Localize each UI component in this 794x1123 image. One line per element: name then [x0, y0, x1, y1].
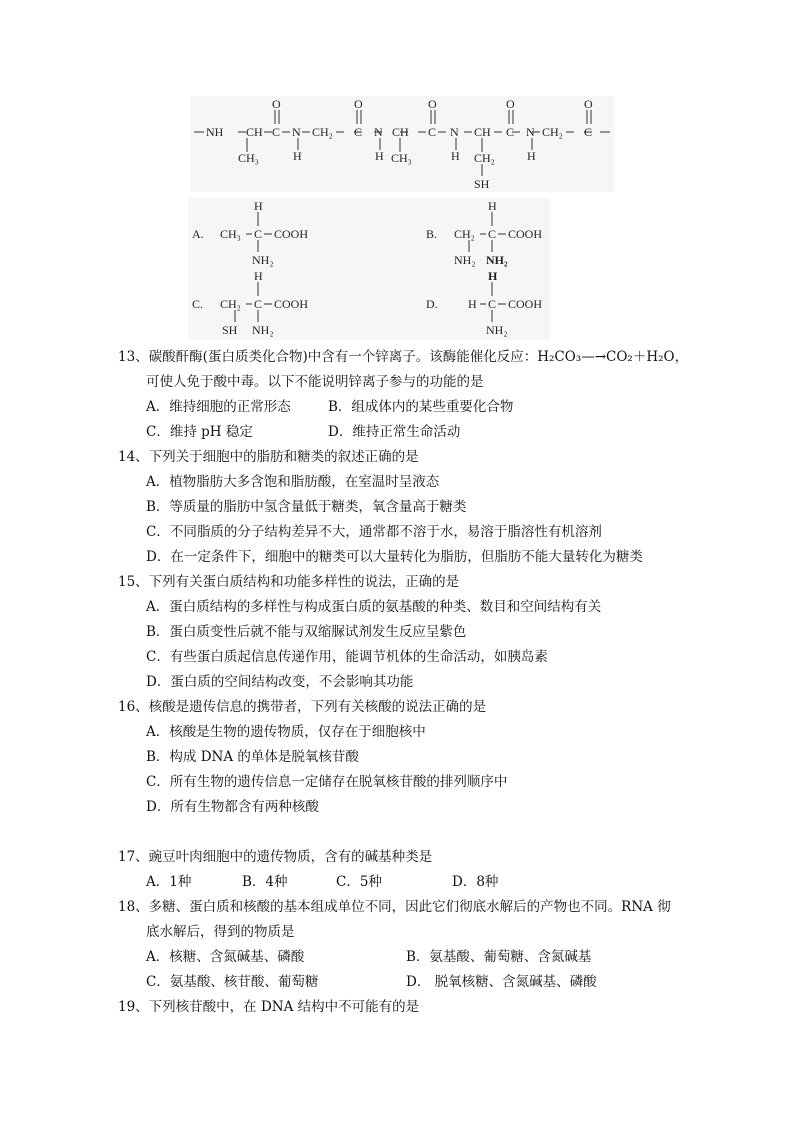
q16-option-c: C．所有生物的遗传信息一定储存在脱氧核苷酸的排列顺序中 [146, 774, 508, 790]
choice-a-top: H [254, 199, 263, 213]
choice-d-left: H [468, 297, 477, 311]
choice-b-bottom-1: NH₂ [454, 253, 476, 267]
peptide-ch3-1: CH₃ [238, 151, 259, 165]
peptide-h-4: H [527, 149, 536, 163]
peptide-c-2: C [354, 125, 363, 139]
choice-b-right: COOH [508, 227, 543, 241]
q18-option-b: B．氨基酸、葡萄糖、含氮碱基 [406, 949, 592, 965]
choice-b-top: H [488, 199, 497, 213]
q17-option-c: C．5种 [336, 874, 382, 890]
choice-c-left: CH₂ [220, 297, 241, 311]
peptide-c-4: C [506, 125, 515, 139]
choice-b-label: B. [426, 227, 438, 241]
choice-c-bottom-2: NH₂ [252, 323, 274, 337]
peptide-o-4: O [506, 97, 515, 111]
choice-b-center: C [488, 227, 497, 241]
q18-stem-line1: 18、多糖、蛋白质和核酸的基本组成单位不同，因此它们彻底水解后的产物也不同。RNA 彻 [118, 899, 671, 915]
q16-option-b: B．构成 DNA 的单体是脱氧核苷酸 [146, 749, 359, 765]
peptide-n-3: N [450, 125, 459, 139]
q17-option-b: B．4种 [242, 874, 288, 890]
peptide-n-2: N [374, 125, 383, 139]
peptide-n-1: N [292, 125, 301, 139]
peptide-nh-1: NH [206, 125, 224, 139]
q17-option-d: D．8种 [452, 874, 499, 890]
choice-a-right: COOH [274, 227, 309, 241]
q16-stem: 16、核酸是遗传信息的携带者，下列有关核酸的说法正确的是 [118, 699, 487, 715]
choice-a-center: C [254, 227, 263, 241]
peptide-h-3: H [451, 149, 460, 163]
peptide-o-3: O [428, 97, 437, 111]
choice-d-bottom: NH₂ [486, 323, 508, 337]
peptide-ch-1: CH [246, 125, 263, 139]
q18-option-a: A．核糖、含氮碱基、磷酸 [146, 949, 305, 965]
choice-d-label: D. [426, 297, 438, 311]
peptide-c-5: C [584, 125, 593, 139]
peptide-ch-2: CH [392, 125, 409, 139]
choice-c-center: C [254, 297, 263, 311]
q13-stem-line2: 可使人免于酸中毒。以下不能说明锌离子参与的功能的是 [146, 374, 484, 390]
q19-stem: 19、下列核苷酸中，在 DNA 结构中不可能有的是 [118, 999, 420, 1015]
peptide-c-1: C [272, 125, 281, 139]
peptide-ch2-2: CH₂ [474, 151, 495, 165]
choice-c-right: COOH [274, 297, 309, 311]
q18-stem-line2: 底水解后，得到的物质是 [146, 924, 295, 940]
q15-option-d: D．蛋白质的空间结构改变，不会影响其功能 [146, 674, 414, 690]
choice-b-bottom-2: NH₂ [486, 253, 508, 267]
q15-option-b: B．蛋白质变性后就不能与双缩脲试剂发生反应呈紫色 [146, 624, 467, 640]
peptide-sh: SH [474, 177, 490, 191]
q14-option-d: D．在一定条件下，细胞中的糖类可以大量转化为脂肪，但脂肪不能大量转化为糖类 [146, 549, 643, 565]
peptide-n-4: N [526, 125, 535, 139]
q14-stem: 14、下列关于细胞中的脂肪和糖类的叙述正确的是 [118, 449, 419, 465]
peptide-ch3-2: CH₃ [391, 151, 412, 165]
q14-option-b: B．等质量的脂肪中氢含量低于糖类，氧含量高于糖类 [146, 499, 467, 515]
peptide-o-2: O [354, 97, 363, 111]
choice-c-top: H [254, 269, 263, 283]
choice-b-left: CH₂ [454, 227, 475, 241]
q15-option-c: C．有些蛋白质起信息传递作用，能调节机体的生命活动，如胰岛素 [146, 649, 548, 665]
q17-stem: 17、豌豆叶肉细胞中的遗传物质，含有的碱基种类是 [118, 849, 433, 865]
choice-a-left: CH₃ [220, 227, 241, 241]
peptide-c-3: C [428, 125, 437, 139]
choice-d-right: COOH [508, 297, 543, 311]
peptide-ch2-1: CH₂ [312, 125, 333, 139]
choice-a-bottom: NH₂ [252, 253, 274, 267]
peptide-h-1: H [293, 149, 302, 163]
q13-option-c: C．维持 pH 稳定 [146, 424, 253, 440]
q17-option-a: A．1种 [146, 874, 192, 890]
choice-c-label: C. [192, 297, 204, 311]
amino-acid-choices-figure [188, 198, 550, 340]
q16-option-d: D．所有生物都含有两种核酸 [146, 799, 319, 815]
q13-option-a: A．维持细胞的正常形态 [146, 399, 291, 415]
q14-option-a: A．植物脂肪大多含饱和脂肪酸，在室温时呈液态 [146, 474, 440, 490]
q18-option-c: C．氨基酸、核苷酸、葡萄糖 [146, 974, 319, 990]
choice-c-bottom-1: SH [222, 323, 238, 337]
peptide-o-5: O [584, 97, 593, 111]
choice-d-center: C [488, 297, 497, 311]
q13-option-d: D．维持正常生命活动 [328, 424, 461, 440]
peptide-o-1: O [272, 97, 281, 111]
q16-option-a: A．核酸是生物的遗传物质，仅存在于细胞核中 [146, 724, 426, 740]
peptide-ch2-3: CH₂ [542, 125, 563, 139]
q13-stem-line1: 13、碳酸酐酶(蛋白质类化合物)中含有一个锌离子。该酶能催化反应：H₂CO₃—→CO₂＋H₂O， [118, 349, 689, 365]
q15-option-a: A．蛋白质结构的多样性与构成蛋白质的氨基酸的种类、数目和空间结构有关 [146, 599, 602, 615]
choice-d-top: H [488, 269, 498, 283]
choice-a-label: A. [192, 227, 204, 241]
q15-stem: 15、下列有关蛋白质结构和功能多样性的说法，正确的是 [118, 574, 460, 590]
q13-option-b: B．组成体内的某些重要化合物 [328, 399, 514, 415]
q14-option-c: C．不同脂质的分子结构差异不大，通常都不溶于水，易溶于脂溶性有机溶剂 [146, 524, 602, 540]
peptide-h-2: H [375, 149, 384, 163]
peptide-structure-figure [190, 96, 614, 192]
peptide-ch-3: CH [474, 125, 491, 139]
q18-option-d: D． 脱氧核糖、含氮碱基、磷酸 [406, 974, 597, 990]
